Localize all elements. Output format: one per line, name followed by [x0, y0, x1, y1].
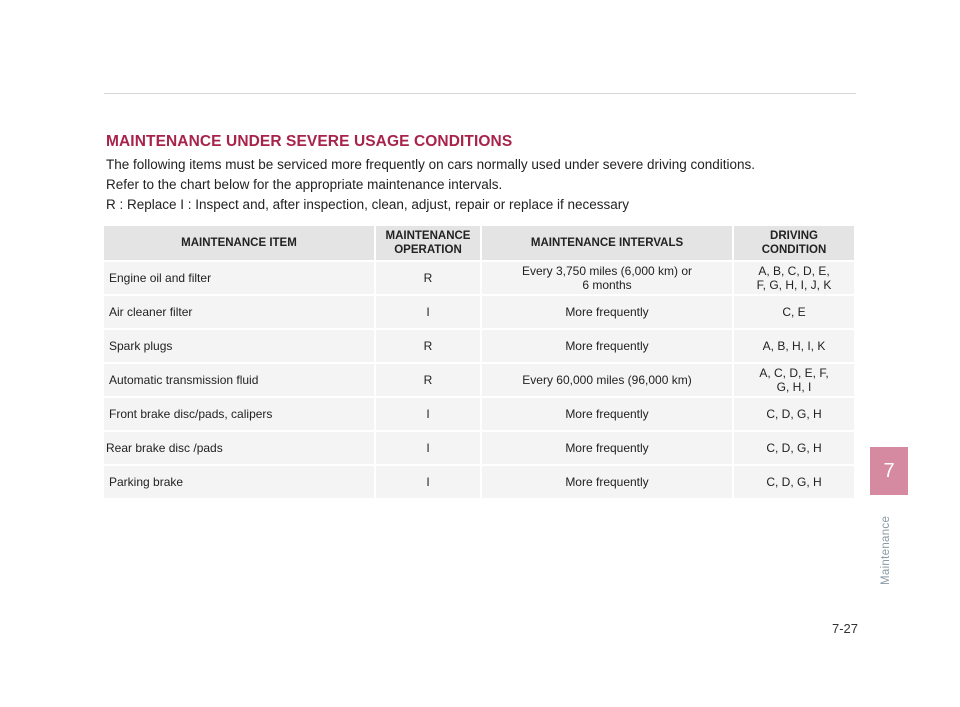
cell-condition: C, D, G, H [734, 466, 856, 500]
intro-line-2: Refer to the chart below for the appropriate maintenance intervals. [106, 177, 503, 192]
cell-item: Front brake disc/pads, calipers [104, 398, 376, 432]
cell-item: Spark plugs [104, 330, 376, 364]
cell-condition: C, D, G, H [734, 398, 856, 432]
cell-condition: A, B, C, D, E, F, G, H, I, J, K [734, 262, 856, 296]
cell-interval: Every 60,000 miles (96,000 km) [482, 364, 734, 398]
intro-line-1: The following items must be serviced more frequently on cars normally used under severe driving conditions. [106, 157, 756, 172]
severe-maintenance-table [104, 226, 856, 500]
cell-interval: More frequently [482, 466, 734, 500]
cell-operation: R [376, 330, 482, 364]
header-driving-condition: DRIVING CONDITION [734, 226, 856, 262]
cell-item: Air cleaner filter [104, 296, 376, 330]
cell-operation: R [376, 262, 482, 296]
cell-condition: A, C, D, E, F, G, H, I [734, 364, 856, 398]
cell-condition: A, B, H, I, K [734, 330, 856, 364]
cell-item: Rear brake disc /pads [104, 432, 376, 466]
cell-interval: More frequently [482, 398, 734, 432]
cell-interval: More frequently [482, 330, 734, 364]
cell-operation: I [376, 432, 482, 466]
cell-condition: C, E [734, 296, 856, 330]
cell-item: Parking brake [104, 466, 376, 500]
table-row [104, 330, 856, 364]
cell-operation: I [376, 296, 482, 330]
cell-operation: R [376, 364, 482, 398]
cell-operation: I [376, 466, 482, 500]
section-heading: MAINTENANCE UNDER SEVERE USAGE CONDITIONS [106, 133, 513, 150]
chapter-tab: 7 [870, 447, 908, 495]
operation-legend: R : Replace I : Inspect and, after inspection, clean, adjust, repair or replace if necessary [106, 197, 630, 212]
cell-operation: I [376, 398, 482, 432]
table-row [104, 262, 856, 296]
intro-text [106, 155, 846, 215]
table-row [104, 466, 856, 500]
cell-item: Engine oil and filter [104, 262, 376, 296]
table-row [104, 432, 856, 466]
header-maintenance-operation: MAINTENANCE OPERATION [376, 226, 482, 262]
table-row [104, 296, 856, 330]
cell-item: Automatic transmission fluid [104, 364, 376, 398]
table-row [104, 364, 856, 398]
table-row [104, 398, 856, 432]
header-maintenance-item: MAINTENANCE ITEM [104, 226, 376, 262]
cell-interval: More frequently [482, 432, 734, 466]
cell-interval: More frequently [482, 296, 734, 330]
table-header-row [104, 226, 856, 262]
page-number: 7-27 [831, 621, 858, 636]
chapter-label: Maintenance [880, 515, 892, 585]
cell-interval: Every 3,750 miles (6,000 km) or 6 months [482, 262, 734, 296]
header-maintenance-intervals: MAINTENANCE INTERVALS [482, 226, 734, 262]
cell-condition: C, D, G, H [734, 432, 856, 466]
top-divider [104, 93, 856, 94]
